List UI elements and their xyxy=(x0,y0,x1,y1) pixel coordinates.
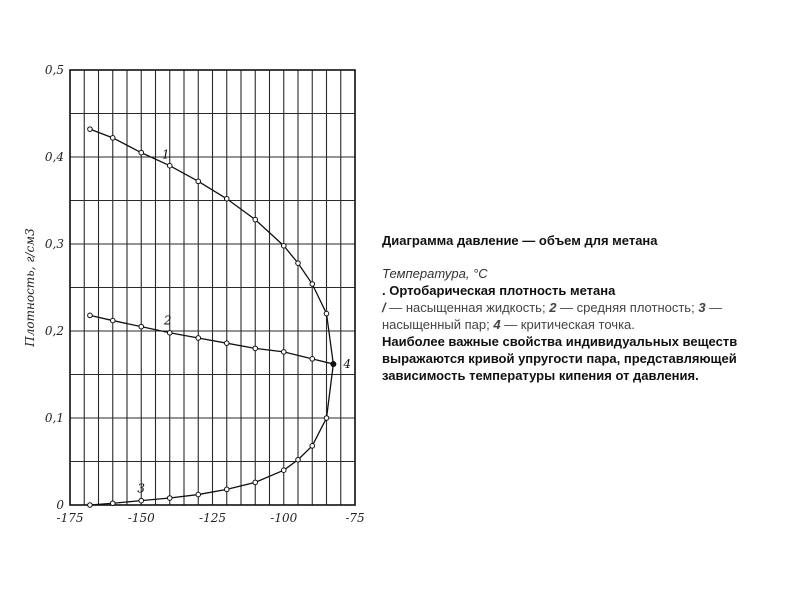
critical-point-marker xyxy=(330,361,336,367)
curve-label-3: 3 xyxy=(137,481,146,496)
data-point xyxy=(196,179,201,184)
y-tick-label: 0,5 xyxy=(44,63,64,77)
data-point xyxy=(88,127,93,132)
data-point xyxy=(281,468,286,473)
data-point xyxy=(139,150,144,155)
legend-text-2: — средняя плотность; xyxy=(556,300,699,315)
caption-body: Наиболее важные свойства индивидуальных веществ выражаются кривой упругости пара, представляющей зависимость температуры кипения от давления. xyxy=(382,334,738,383)
data-point xyxy=(281,243,286,248)
legend-text-4: — критическая точка. xyxy=(500,317,635,332)
data-point xyxy=(296,261,301,266)
data-point xyxy=(253,346,258,351)
x-tick-label: -175 xyxy=(56,511,84,525)
data-point xyxy=(139,498,144,503)
data-point xyxy=(110,501,115,506)
x-tick-label: -125 xyxy=(199,511,226,525)
data-point xyxy=(167,163,172,168)
data-point xyxy=(281,350,286,355)
critical-point-label: 4 xyxy=(343,357,351,372)
data-point xyxy=(324,311,329,316)
y-tick-label: 0 xyxy=(56,498,64,512)
caption-temperature: Температура, °С xyxy=(382,266,488,281)
data-point xyxy=(253,480,258,485)
y-axis-label: Плотность, г/см3 xyxy=(23,228,37,347)
legend-num-2: 2 xyxy=(549,300,557,315)
caption-title: Диаграмма давление — объем для метана xyxy=(382,233,658,248)
x-tick-label: -100 xyxy=(270,511,298,525)
data-point xyxy=(88,313,93,318)
data-point xyxy=(224,341,229,346)
curve-label-2: 2 xyxy=(163,313,172,328)
data-point xyxy=(253,217,258,222)
data-point xyxy=(88,503,93,508)
data-point xyxy=(167,330,172,335)
legend-num-1: / xyxy=(382,300,386,315)
legend-text-3: — насыщенный пар; xyxy=(382,300,723,332)
caption xyxy=(382,232,782,384)
caption-legend xyxy=(382,299,782,333)
data-point xyxy=(196,336,201,341)
x-tick-label: -75 xyxy=(345,511,365,525)
x-tick-label: -150 xyxy=(127,511,155,525)
y-tick-label: 0,2 xyxy=(44,324,64,338)
y-tick-label: 0,1 xyxy=(44,411,64,425)
caption-subtitle: . Ортобарическая плотность метана xyxy=(382,283,616,298)
legend-num-3: 3 xyxy=(698,300,706,315)
density-chart xyxy=(0,0,372,540)
legend-num-4: 4 xyxy=(493,317,501,332)
data-point xyxy=(310,357,315,362)
data-point xyxy=(110,136,115,141)
data-point xyxy=(296,457,301,462)
data-point xyxy=(310,444,315,449)
y-tick-label: 0,4 xyxy=(44,150,64,164)
data-point xyxy=(167,496,172,501)
data-point xyxy=(224,487,229,492)
data-point xyxy=(224,196,229,201)
data-point xyxy=(324,416,329,421)
curve-label-1: 1 xyxy=(161,147,170,162)
labels xyxy=(23,63,365,525)
data-point xyxy=(196,492,201,497)
y-tick-label: 0,3 xyxy=(44,237,64,251)
legend-text-1: — насыщенная жидкость; xyxy=(385,300,550,315)
data-point xyxy=(139,324,144,329)
data-point xyxy=(310,282,315,287)
data-point xyxy=(110,318,115,323)
